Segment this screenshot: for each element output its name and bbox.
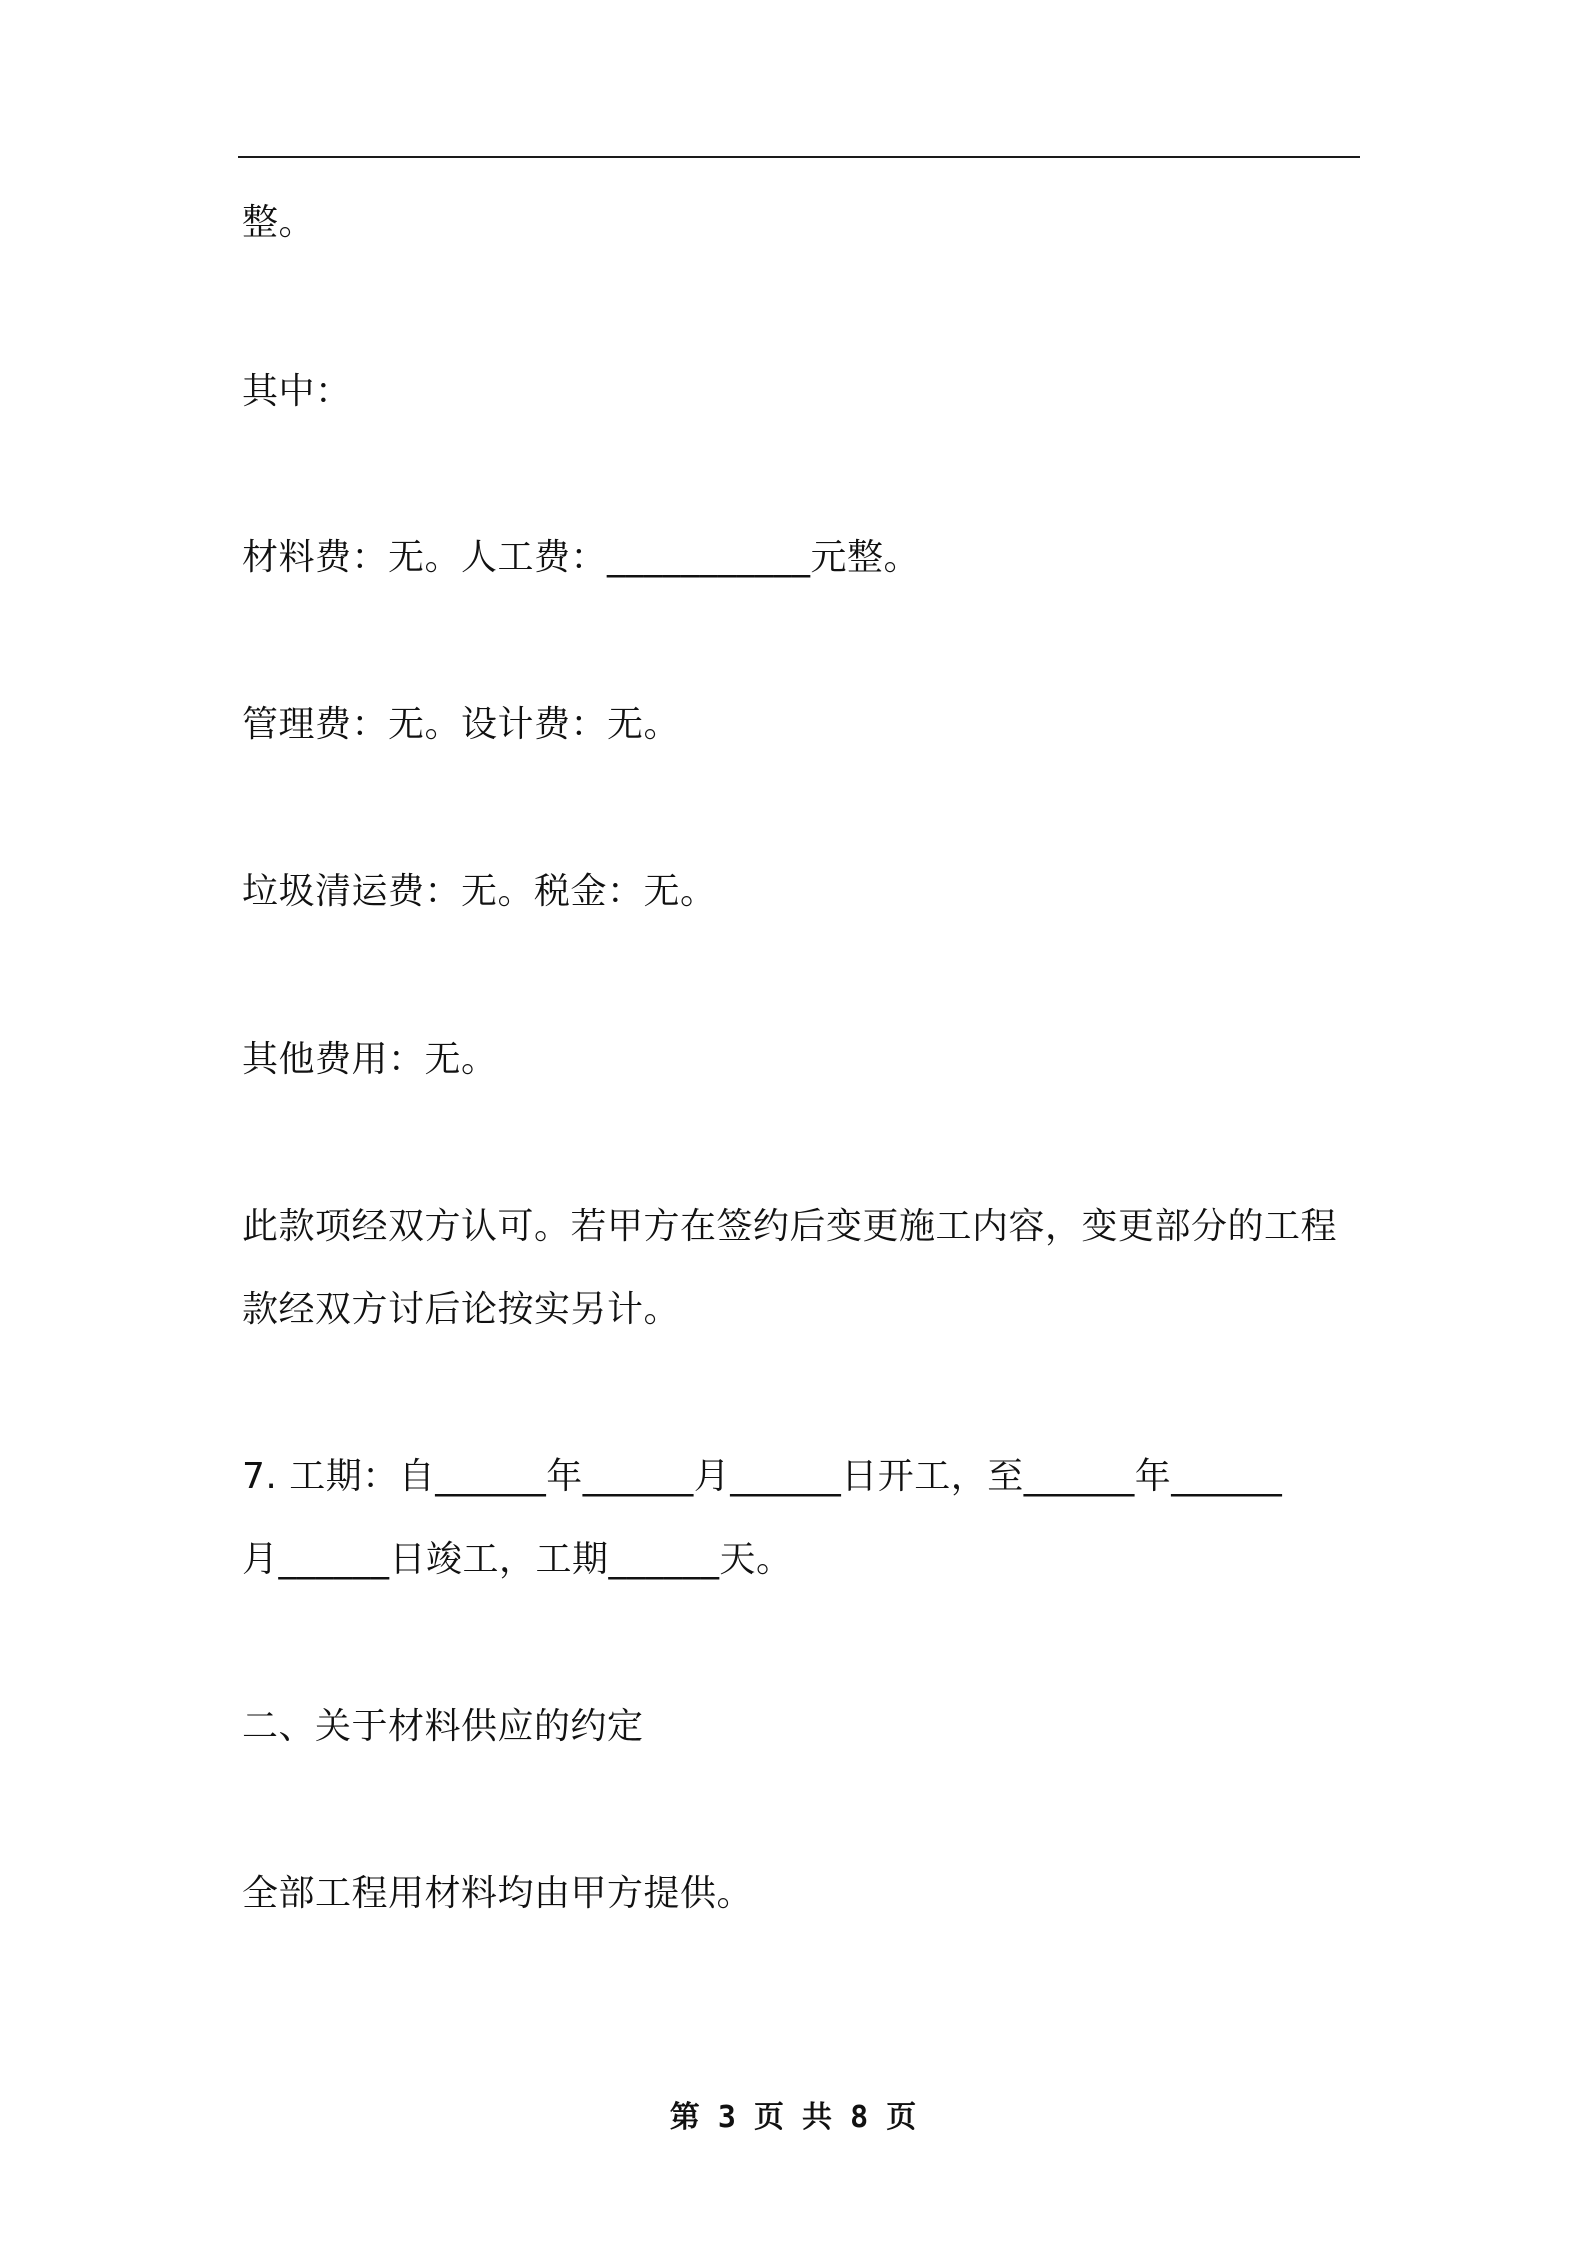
paragraph-line-2: 其中： (242, 371, 352, 412)
paragraph-line-12: 全部工程用材料均由甲方提供。 (242, 1873, 754, 1914)
paragraph-line-3: 材料费：无。人工费：___________元整。 (242, 537, 921, 578)
paragraph-line-6: 其他费用：无。 (242, 1039, 498, 1080)
paragraph-line-5: 垃圾清运费：无。税金：无。 (242, 871, 717, 912)
header-rule (238, 156, 1360, 158)
paragraph-line-10: 月______日竣工，工期______天。 (242, 1539, 793, 1580)
paragraph-line-9: 7. 工期：自______年______月______日开工，至______年______ (242, 1456, 1283, 1497)
paragraph-line-4: 管理费：无。设计费：无。 (242, 704, 681, 745)
section-heading: 二、关于材料供应的约定 (242, 1706, 644, 1747)
paragraph-line-1: 整。 (242, 202, 316, 243)
page-number: 第 3 页 共 8 页 (669, 2100, 917, 2135)
paragraph-line-8: 款经双方讨后论按实另计。 (242, 1289, 681, 1330)
paragraph-line-7: 此款项经双方认可。若甲方在签约后变更施工内容，变更部分的工程 (242, 1206, 1338, 1247)
